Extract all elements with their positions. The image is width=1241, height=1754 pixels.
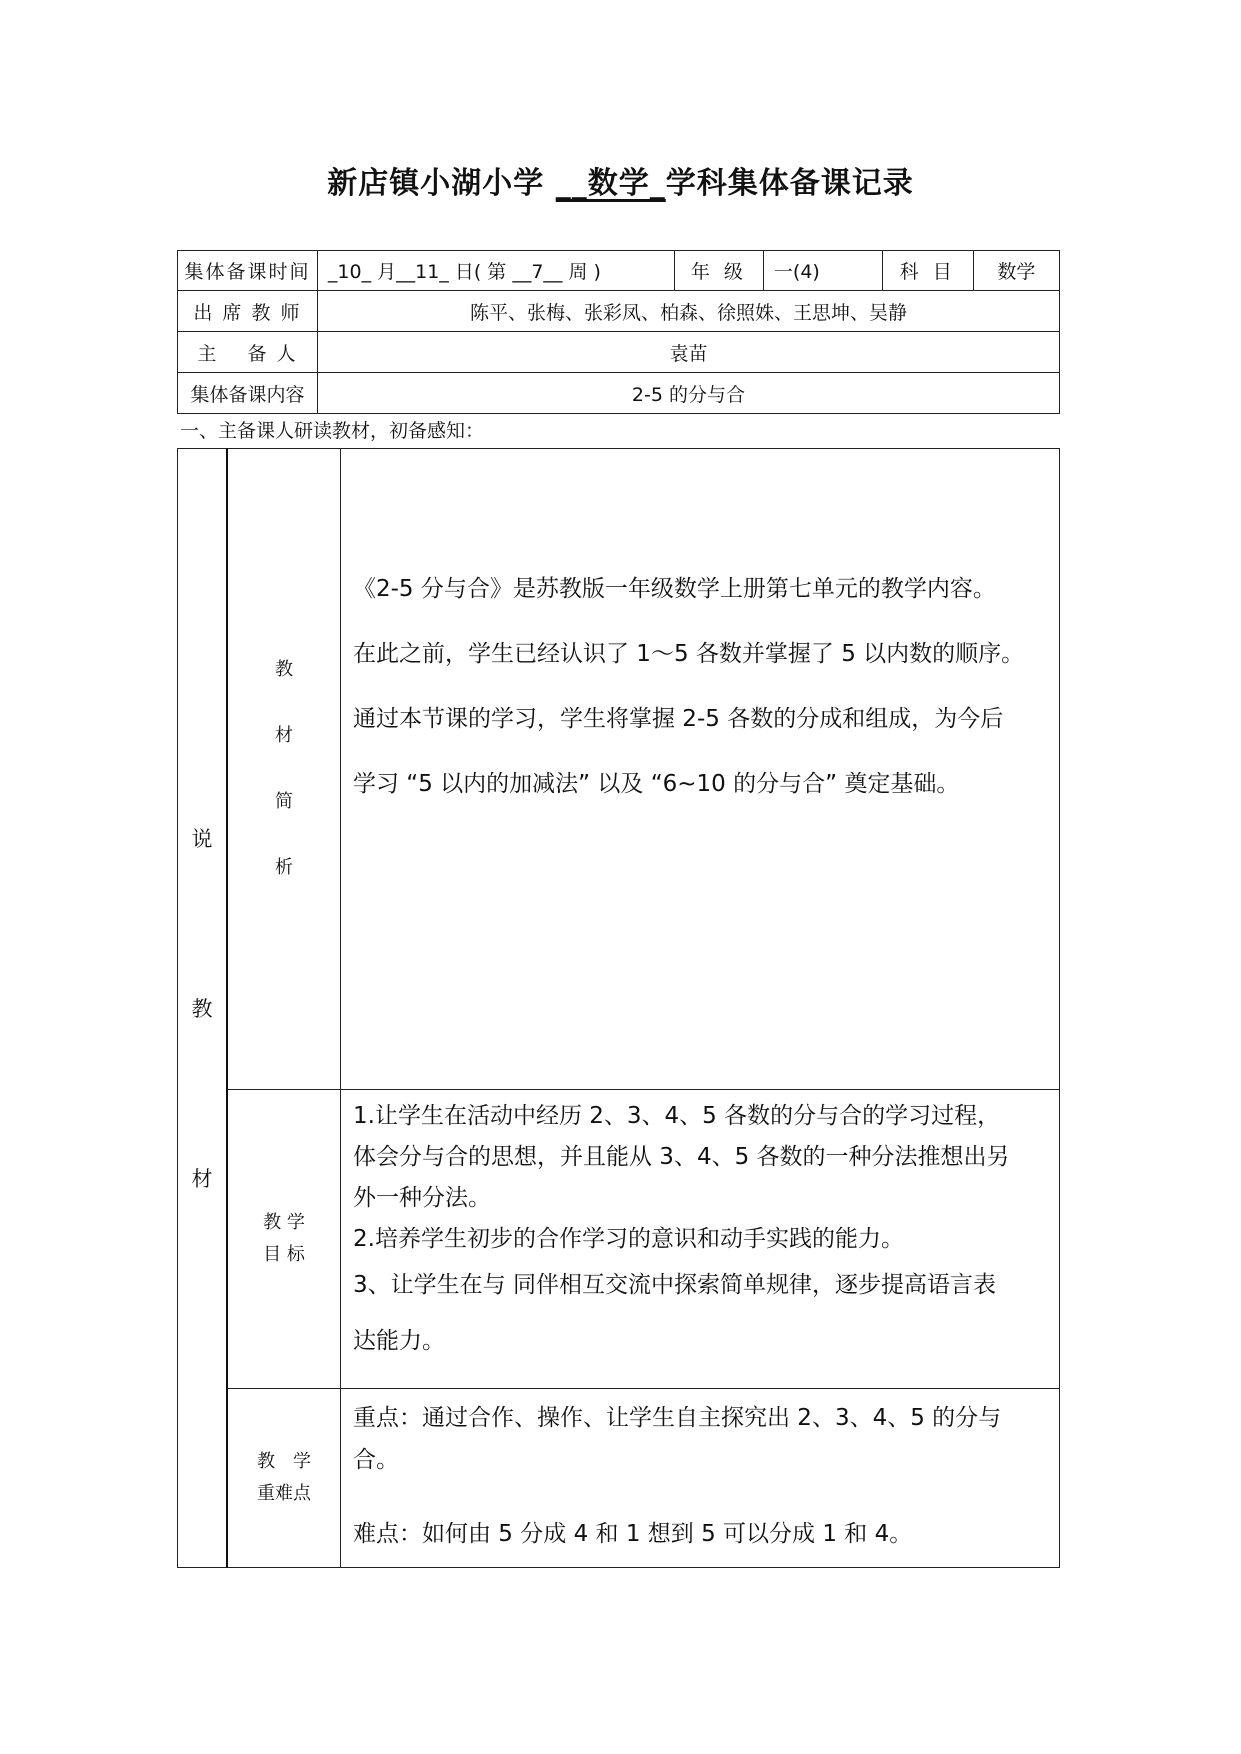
side-char-2: 教 [191, 997, 213, 1021]
lead-row [178, 332, 1060, 373]
goals-line-2: 体会分与合的思想，并且能从 3、4、5 各数的一种分法推想出另 [353, 1144, 1010, 1170]
analysis-line-1: 《2-5 分与合》是苏教版一年级数学上册第七单元的教学内容。 [353, 576, 996, 602]
goals-line-1: 1.让学生在活动中经历 2、3、4、5 各数的分与合的学习过程， [353, 1103, 1001, 1129]
time-row [178, 251, 1060, 291]
analysis-line-3: 通过本节课的学习，学生将掌握 2-5 各数的分成和组成，为今后 [353, 706, 1004, 732]
grade-label: 年 级 [674, 251, 763, 291]
analysis-line-4: 学习 “5 以内的加减法” 以及 “6~10 的分与合” 奠定基础。 [353, 771, 960, 797]
section-one-label: 一、主备课人研读教材，初备感知： [180, 420, 485, 442]
content-label: 集体备课内容 [178, 373, 318, 414]
goals-line-4: 2.培养学生初步的合作学习的意识和动手实践的能力。 [353, 1226, 904, 1252]
title-prefix: 新店镇小湖小学 [327, 166, 556, 201]
teachers-label: 出 席 教 师 [178, 291, 318, 332]
teachers-value: 陈平、张梅、张彩凤、柏森、徐照姝、王思坤、吴静 [317, 291, 1059, 332]
focus-line-2: 合。 [353, 1447, 399, 1473]
header-table [177, 250, 1060, 414]
goals-line-5: 3、让学生在与 同伴相互交流中探索简单规律，逐步提高语言表 [353, 1272, 996, 1298]
keypoints-label-line-2: 重难点 [257, 1483, 311, 1504]
keypoints-content [341, 1389, 1060, 1568]
grade-value: 一(4) [763, 251, 882, 291]
goals-label-line-2: 目 标 [263, 1244, 305, 1265]
goals-line-6: 达能力。 [353, 1328, 445, 1354]
keypoints-row [178, 1389, 1060, 1568]
goals-content [341, 1090, 1060, 1389]
page-title [0, 158, 1241, 202]
content-row [178, 373, 1060, 414]
difficulty-line: 难点：如何由 5 分成 4 和 1 想到 5 可以分成 1 和 4。 [353, 1521, 913, 1547]
side-label [178, 449, 228, 1568]
goals-line-3: 外一种分法。 [353, 1185, 491, 1211]
time-label: 集体备课时间 [178, 251, 318, 291]
subject-value: 数学 [973, 251, 1059, 291]
lesson-prep-table [177, 448, 1060, 1568]
lead-label: 主 备 人 [178, 332, 318, 373]
analysis-label [227, 449, 341, 1090]
analysis-content [341, 449, 1060, 1090]
title-suffix: 学科集体备课记录 [665, 166, 914, 201]
analysis-label-char-4: 析 [275, 857, 293, 878]
keypoints-label [227, 1389, 341, 1568]
focus-line-1: 重点：通过合作、操作、让学生自主探究出 2、3、4、5 的分与 [353, 1405, 1002, 1431]
analysis-label-char-2: 材 [275, 725, 293, 746]
analysis-row [178, 449, 1060, 1090]
analysis-line-2: 在此之前，学生已经认识了 1～5 各数并掌握了 5 以内数的顺序。 [353, 641, 1025, 667]
analysis-label-char-1: 教 [275, 659, 293, 680]
side-char-3: 材 [191, 1167, 213, 1191]
time-value: _10_ 月__11_ 日( 第 __7__ 周 ) [317, 251, 674, 291]
title-subject: __数学_ [555, 166, 666, 201]
goals-label [227, 1090, 341, 1389]
subject-label: 科 目 [882, 251, 973, 291]
side-char-1: 说 [191, 827, 213, 851]
teachers-row [178, 291, 1060, 332]
lead-value: 袁苗 [317, 332, 1059, 373]
analysis-label-char-3: 简 [275, 791, 293, 812]
content-value: 2-5 的分与合 [317, 373, 1059, 414]
goals-row [178, 1090, 1060, 1389]
goals-label-line-1: 教 学 [263, 1212, 305, 1233]
keypoints-label-line-1: 教 学 [257, 1451, 311, 1472]
